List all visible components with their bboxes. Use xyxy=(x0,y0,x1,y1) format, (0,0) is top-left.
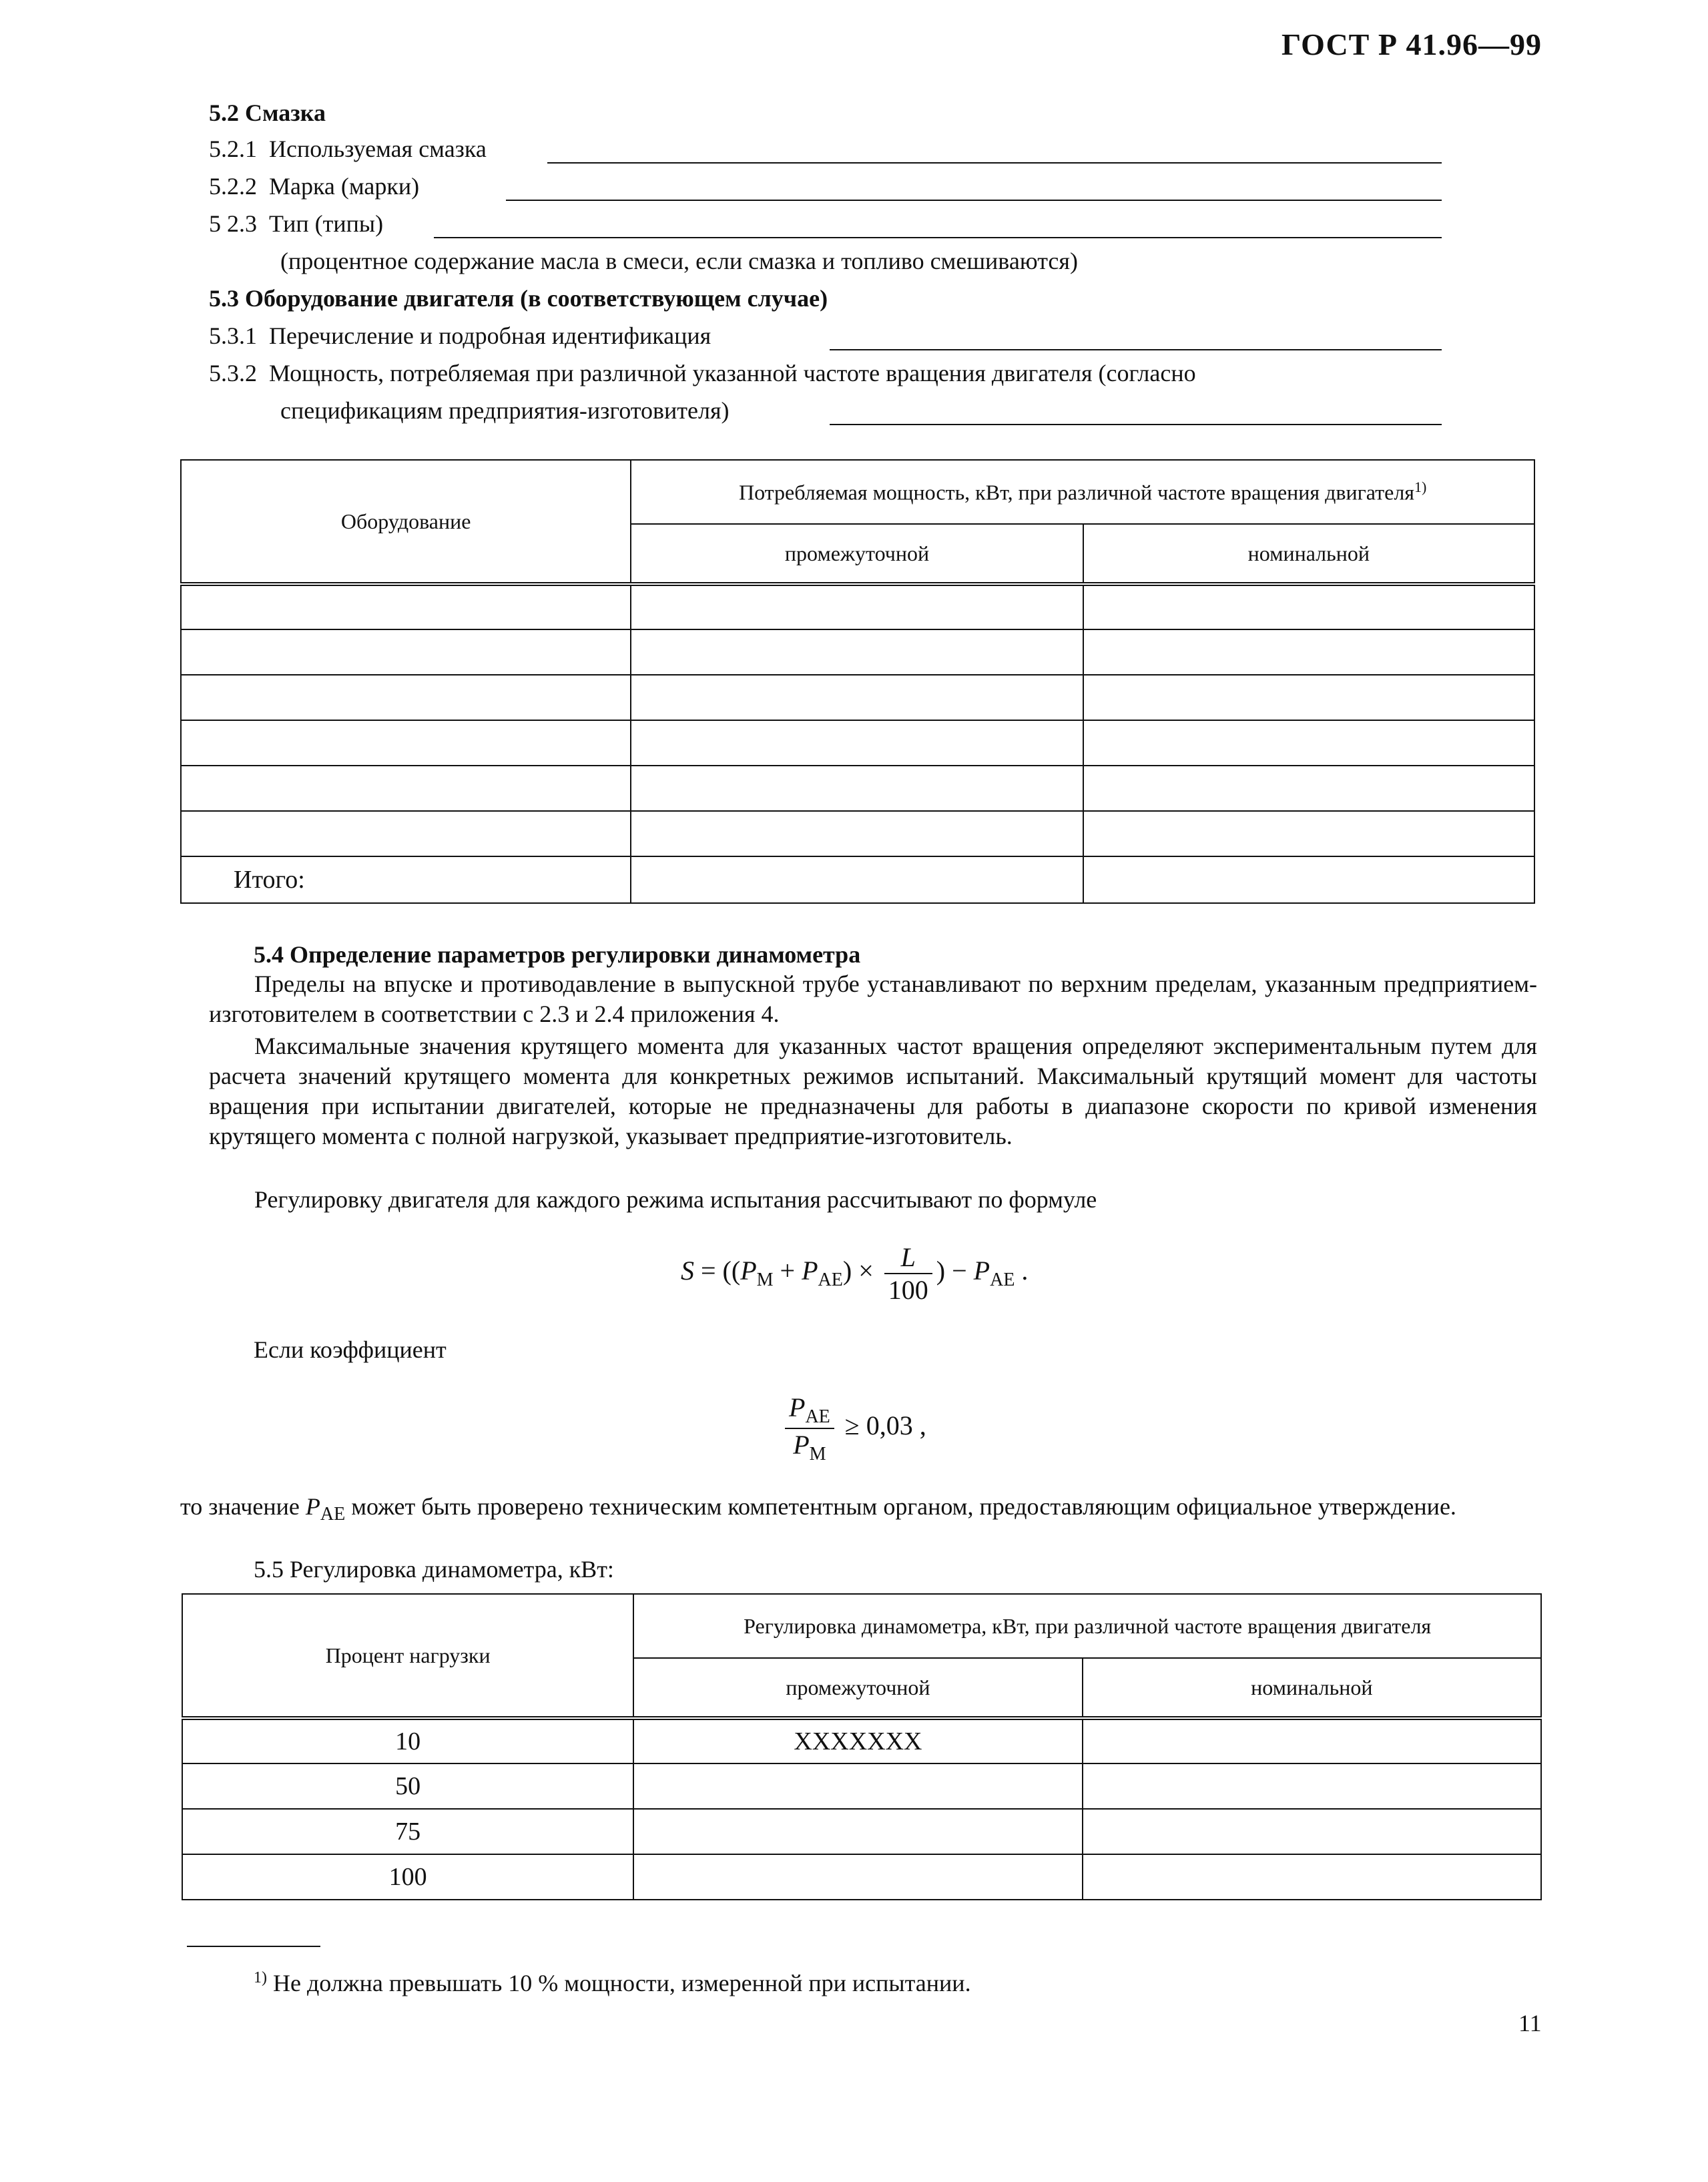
table-cell[interactable] xyxy=(1083,584,1534,629)
rated-cell[interactable] xyxy=(1083,1718,1541,1763)
formula-sub: M xyxy=(756,1270,774,1291)
col-header-rated: номинальной xyxy=(1083,524,1534,584)
table-cell[interactable] xyxy=(1083,766,1534,811)
formula-fraction xyxy=(884,1242,932,1306)
table-row-total xyxy=(181,856,1534,903)
table-cell[interactable] xyxy=(631,584,1083,629)
footnote-ref: 1) xyxy=(1414,479,1427,496)
item-label: Используемая смазка xyxy=(269,135,487,162)
item-5-2-2 xyxy=(209,172,419,200)
fraction-denominator: 100 xyxy=(888,1275,928,1305)
table-row xyxy=(181,720,1534,766)
table-row xyxy=(182,1718,1541,1763)
fill-line-5-2-1[interactable] xyxy=(547,162,1442,164)
formula-lhs: S xyxy=(681,1256,694,1286)
paragraph-verification: то значение $P_{AE}$ может быть проверено техническим компетентным органом, предоставляющим официальное утверждение. xyxy=(180,1493,1456,1525)
col-header-equipment: Оборудование xyxy=(181,460,631,584)
section-5-2-title: 5.2 Смазка xyxy=(209,99,326,126)
load-cell: 50 xyxy=(182,1763,633,1809)
formula-sub: AE xyxy=(990,1270,1015,1291)
fraction-numerator: $P_{AE}$ xyxy=(785,1392,834,1429)
power-consumption-table xyxy=(180,459,1535,904)
item-number: 5.3.2 xyxy=(209,360,257,386)
col-header-power-group xyxy=(631,460,1534,524)
formula-var: P xyxy=(973,1256,990,1286)
item-5-2-1 xyxy=(209,135,487,163)
item-5-3-2 xyxy=(209,359,1196,387)
formula-op: . xyxy=(1021,1256,1029,1286)
table-cell[interactable] xyxy=(631,811,1083,856)
fraction-numerator: L xyxy=(884,1242,932,1274)
table-cell[interactable] xyxy=(181,629,631,675)
formula-relation: ≥ 0,03 , xyxy=(844,1410,926,1441)
section-5-3-title: 5.3 Оборудование двигателя (в соответствующем случае) xyxy=(209,285,828,312)
table-cell[interactable] xyxy=(181,811,631,856)
table-cell[interactable] xyxy=(631,766,1083,811)
fill-line-5-3-2[interactable] xyxy=(830,424,1442,425)
item-5-3-1 xyxy=(209,322,711,350)
table-cell[interactable] xyxy=(181,675,631,720)
item-label: Перечисление и подробная идентификация xyxy=(269,322,711,349)
table-cell[interactable] xyxy=(181,584,631,629)
formula-op: ) − xyxy=(936,1256,967,1286)
footnote-text: Не должна превышать 10 % мощности, измеренной при испытании. xyxy=(273,1970,971,1996)
item-number: 5.3.1 xyxy=(209,322,257,349)
table-cell[interactable] xyxy=(1083,675,1534,720)
table-row xyxy=(182,1854,1541,1900)
item-5-2-3 xyxy=(209,210,383,238)
table-cell[interactable] xyxy=(181,720,631,766)
formula-op: = (( xyxy=(701,1256,741,1286)
rated-cell[interactable] xyxy=(1083,1809,1541,1854)
section-5-4-title: 5.4 Определение параметров регулировки динамометра xyxy=(254,941,861,968)
intermediate-cell[interactable] xyxy=(633,1809,1082,1854)
table-row xyxy=(181,811,1534,856)
formula-ratio xyxy=(781,1392,926,1465)
footnote-mark: 1) xyxy=(254,1969,267,1986)
table-cell[interactable] xyxy=(631,675,1083,720)
table-cell[interactable] xyxy=(181,766,631,811)
table-cell[interactable] xyxy=(631,720,1083,766)
load-cell: 75 xyxy=(182,1809,633,1854)
fill-line-5-3-1[interactable] xyxy=(830,349,1442,350)
table-row xyxy=(181,675,1534,720)
paragraph-coefficient: Если коэффициент xyxy=(254,1336,447,1363)
rated-cell[interactable] xyxy=(1083,1854,1541,1900)
intermediate-cell[interactable] xyxy=(633,1763,1082,1809)
item-5-2-note: (процентное содержание масла в смеси, если смазка и топливо смешиваются) xyxy=(280,248,1078,274)
footnote xyxy=(254,1969,971,1997)
item-5-3-2-cont: спецификациям предприятия-изготовителя) xyxy=(280,397,730,424)
intermediate-cell[interactable] xyxy=(633,1854,1082,1900)
table-cell[interactable] xyxy=(1083,720,1534,766)
col-header-load-percent: Процент нагрузки xyxy=(182,1594,633,1718)
col-header-setting-group: Регулировка динамометра, кВт, при различной частоте вращения двигателя xyxy=(633,1594,1541,1658)
item-label: Тип (типы) xyxy=(269,210,384,237)
paragraph-torque: Максимальные значения крутящего момента для указанных частот вращения определяют экспериментальным путем для расчета значений крутящего момента для конкретных режимов испытаний. Максимальный крутящий момент для частоты вращения при испытании двигателей, которые не предназначены для работы в диапазоне скорости по кривой изменения крутящего момента с полной нагрузкой, указывает предприятие-изготовитель. xyxy=(209,1033,1537,1149)
load-cell: 100 xyxy=(182,1854,633,1900)
doc-code: ГОСТ Р 41.96—99 xyxy=(1282,27,1542,61)
section-5-5-title: 5.5 Регулировка динамометра, кВт: xyxy=(254,1556,614,1583)
col-header-rated: номинальной xyxy=(1083,1658,1541,1718)
table-row xyxy=(182,1763,1541,1809)
table-cell[interactable] xyxy=(1083,811,1534,856)
item-label: Марка (марки) xyxy=(269,173,420,200)
table-row xyxy=(181,629,1534,675)
item-number: 5.2.2 xyxy=(209,173,257,200)
intermediate-cell[interactable]: XXXXXXX xyxy=(633,1718,1082,1763)
table-cell[interactable] xyxy=(631,856,1083,903)
table-cell[interactable] xyxy=(1083,629,1534,675)
load-cell: 10 xyxy=(182,1718,633,1763)
table-row xyxy=(181,766,1534,811)
formula-fraction xyxy=(785,1392,834,1465)
paragraph-formula-intro: Регулировку двигателя для каждого режима испытания рассчитывают по формуле xyxy=(254,1186,1097,1213)
formula-setting xyxy=(681,1242,1028,1306)
table-row xyxy=(182,1809,1541,1854)
fill-line-5-2-3[interactable] xyxy=(434,237,1442,238)
item-label: Мощность, потребляемая при различной указанной частоте вращения двигателя (согласно xyxy=(269,360,1196,386)
table-row xyxy=(181,584,1534,629)
group-label: Потребляемая мощность, кВт, при различной частоте вращения двигателя xyxy=(738,480,1415,505)
page-number: 11 xyxy=(1518,2010,1542,2036)
formula-op: ) × xyxy=(842,1256,874,1286)
table-cell[interactable] xyxy=(1083,856,1534,903)
rated-cell[interactable] xyxy=(1083,1763,1541,1809)
total-label: Итого: xyxy=(181,856,631,903)
item-number: 5.2.1 xyxy=(209,135,257,162)
dynamometer-setting-table xyxy=(182,1593,1542,1900)
formula-var: P xyxy=(802,1256,818,1286)
footnote-separator xyxy=(187,1946,320,1947)
item-number: 5 2.3 xyxy=(209,210,257,237)
fill-line-5-2-2[interactable] xyxy=(506,200,1442,201)
formula-sub: AE xyxy=(818,1270,843,1291)
table-cell[interactable] xyxy=(631,629,1083,675)
col-header-intermediate: промежуточной xyxy=(633,1658,1082,1718)
col-header-intermediate: промежуточной xyxy=(631,524,1083,584)
paragraph-limits: Пределы на впуске и противодавление в выпускной трубе устанавливают по верхним пределам, указанным предприятием-изготовителем в соответствии с 2.3 и 2.4 приложения 4. xyxy=(209,971,1537,1027)
fraction-denominator: $P_M$ xyxy=(793,1430,826,1464)
formula-var: P xyxy=(740,1256,757,1286)
formula-op: + xyxy=(780,1256,796,1286)
